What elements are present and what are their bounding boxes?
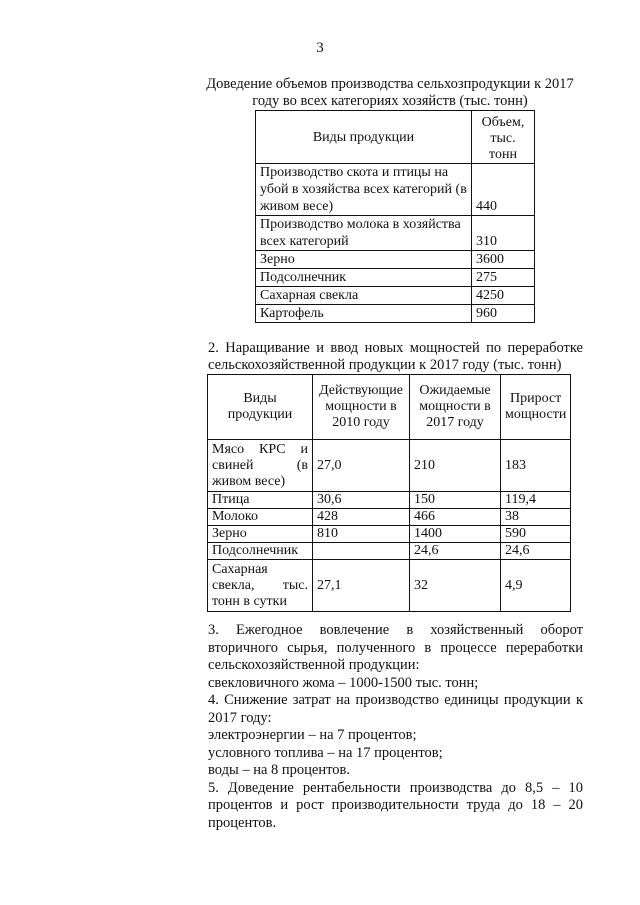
product-name: Мясо КРС и свиней (в живом весе) xyxy=(208,440,313,492)
capacity-growth: 183 xyxy=(501,440,571,492)
product-name: Зерно xyxy=(256,251,472,269)
expected-capacity: 1400 xyxy=(410,526,501,543)
section3-line: свекловичного жома – 1000-1500 тыс. тонн; xyxy=(208,674,479,691)
expected-capacity: 24,6 xyxy=(410,543,501,560)
section1-title: Доведение объемов производства сельхозпродукции к 2017 году во всех категориях хозяйств (тыс. тонн) xyxy=(206,76,574,109)
table-row xyxy=(208,526,571,543)
product-name: Зерно xyxy=(208,526,313,543)
section3-intro: 3. Ежегодное вовлечение в хозяйственный оборот вторичного сырья, полученного в процессе переработки сельскохозяйственной продукции: xyxy=(208,622,583,673)
capacity-growth: 24,6 xyxy=(501,543,571,560)
section2-title: 2. Наращивание и ввод новых мощностей по переработке сельскохозяйственной продукции к 2017 году (тыс. тонн) xyxy=(208,340,583,373)
expected-capacity: 32 xyxy=(410,560,501,612)
capacity-growth: 119,4 xyxy=(501,492,571,509)
capacity-growth: 38 xyxy=(501,509,571,526)
current-capacity: 27,0 xyxy=(313,440,410,492)
product-name: Подсолнечник xyxy=(208,543,313,560)
current-capacity: 30,6 xyxy=(313,492,410,509)
table-header-row xyxy=(256,111,535,164)
table-row xyxy=(208,560,571,612)
section4-item: воды – на 8 процентов. xyxy=(208,762,350,778)
table-row xyxy=(256,251,535,269)
header-expected-capacity: Ожидаемые мощности в 2017 году xyxy=(410,375,501,440)
product-name: Картофель xyxy=(256,305,472,323)
table-row xyxy=(256,269,535,287)
section4-item: условного топлива – на 17 процентов; xyxy=(208,744,443,761)
product-name: Молоко xyxy=(208,509,313,526)
current-capacity xyxy=(313,543,410,560)
product-name: Сахарная свекла, тыс. тонн в сутки xyxy=(208,560,313,612)
product-name: Сахарная свекла xyxy=(256,287,472,305)
product-volume: 960 xyxy=(472,305,535,323)
table-row xyxy=(208,543,571,560)
header-capacity-growth: Прирост мощности xyxy=(501,375,571,440)
product-name: Производство скота и птицы на убой в хозяйства всех категорий (в живом весе) xyxy=(256,164,472,216)
product-name: Производство молока в хозяйства всех категорий xyxy=(256,216,472,251)
expected-capacity: 466 xyxy=(410,509,501,526)
header-volume: Объем, тыс. тонн xyxy=(472,111,535,164)
table-row xyxy=(208,440,571,492)
product-volume: 310 xyxy=(472,216,535,251)
product-volume: 275 xyxy=(472,269,535,287)
production-volume-table xyxy=(255,110,535,323)
current-capacity: 27,1 xyxy=(313,560,410,612)
capacity-growth: 590 xyxy=(501,526,571,543)
product-volume: 440 xyxy=(472,164,535,216)
section5-text: 5. Доведение рентабельности производства до 8,5 – 10 процентов и рост производительности труда до 18 – 20 процентов. xyxy=(208,779,583,831)
table-header-row xyxy=(208,375,571,440)
current-capacity: 428 xyxy=(313,509,410,526)
capacity-growth: 4,9 xyxy=(501,560,571,612)
expected-capacity: 210 xyxy=(410,440,501,492)
table-row xyxy=(256,305,535,323)
section4-item: электроэнергии – на 7 процентов; xyxy=(208,727,417,743)
table-row xyxy=(208,492,571,509)
product-volume: 3600 xyxy=(472,251,535,269)
product-name: Птица xyxy=(208,492,313,509)
processing-capacity-table xyxy=(207,374,571,612)
header-product-types: Виды продукции xyxy=(256,111,472,164)
product-name: Подсолнечник xyxy=(256,269,472,287)
header-product-types: Виды продукции xyxy=(208,375,313,440)
table-row xyxy=(256,216,535,251)
product-volume: 4250 xyxy=(472,287,535,305)
expected-capacity: 150 xyxy=(410,492,501,509)
page-number: 3 xyxy=(316,40,324,56)
table-row xyxy=(256,287,535,305)
section3-paragraph xyxy=(208,622,583,832)
table-row xyxy=(208,509,571,526)
current-capacity: 810 xyxy=(313,526,410,543)
table-row xyxy=(256,164,535,216)
section4-intro: 4. Снижение затрат на производство единицы продукции к 2017 году: xyxy=(208,692,583,726)
header-current-capacity: Действующие мощности в 2010 году xyxy=(313,375,410,440)
